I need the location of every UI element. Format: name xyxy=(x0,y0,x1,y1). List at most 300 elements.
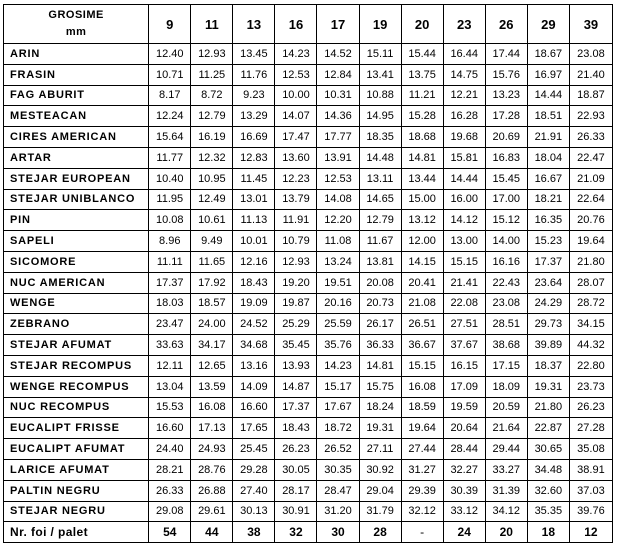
price-cell: 15.81 xyxy=(443,147,485,168)
price-cell: 26.23 xyxy=(569,397,612,418)
price-cell: 34.15 xyxy=(569,314,612,335)
price-cell: 30.92 xyxy=(359,459,401,480)
price-cell: 16.60 xyxy=(233,397,275,418)
price-cell: 15.64 xyxy=(149,127,191,148)
species-name-cell: EUCALIPT AFUMAT xyxy=(4,439,149,460)
price-cell: 25.45 xyxy=(233,439,275,460)
price-cell: 13.04 xyxy=(149,376,191,397)
price-cell: 14.07 xyxy=(275,106,317,127)
price-cell: 12.84 xyxy=(317,64,359,85)
sheets-per-pallet-cell: 20 xyxy=(485,522,527,543)
price-cell: 11.25 xyxy=(191,64,233,85)
price-cell: 29.04 xyxy=(359,480,401,501)
table-body xyxy=(4,44,613,522)
price-cell: 31.27 xyxy=(401,459,443,480)
price-cell: 25.29 xyxy=(275,314,317,335)
price-cell: 24.93 xyxy=(191,439,233,460)
price-cell: 18.24 xyxy=(359,397,401,418)
price-cell: 29.73 xyxy=(527,314,569,335)
price-cell: 27.44 xyxy=(401,439,443,460)
price-cell: 26.33 xyxy=(149,480,191,501)
price-cell: 12.93 xyxy=(275,251,317,272)
table-row xyxy=(4,376,613,397)
species-name-cell: STEJAR UNIBLANCO xyxy=(4,189,149,210)
price-cell: 12.49 xyxy=(191,189,233,210)
price-cell: 12.53 xyxy=(317,168,359,189)
price-cell: 27.51 xyxy=(443,314,485,335)
price-cell: 18.51 xyxy=(527,106,569,127)
species-name-cell: PIN xyxy=(4,210,149,231)
price-cell: 10.88 xyxy=(359,85,401,106)
price-cell: 10.31 xyxy=(317,85,359,106)
price-cell: 8.96 xyxy=(149,231,191,252)
price-cell: 8.72 xyxy=(191,85,233,106)
price-cell: 18.21 xyxy=(527,189,569,210)
price-cell: 11.11 xyxy=(149,251,191,272)
table-row xyxy=(4,418,613,439)
sheets-per-pallet-cell: 38 xyxy=(233,522,275,543)
species-name-cell: LARICE AFUMAT xyxy=(4,459,149,480)
table-row xyxy=(4,251,613,272)
price-cell: 26.23 xyxy=(275,439,317,460)
table-row xyxy=(4,106,613,127)
price-cell: 17.92 xyxy=(191,272,233,293)
price-cell: 15.28 xyxy=(401,106,443,127)
thickness-header-cell: 39 xyxy=(569,5,612,44)
price-cell: 10.01 xyxy=(233,231,275,252)
price-cell: 28.51 xyxy=(485,314,527,335)
price-cell: 22.87 xyxy=(527,418,569,439)
price-cell: 15.23 xyxy=(527,231,569,252)
price-cell: 12.21 xyxy=(443,85,485,106)
price-cell: 11.21 xyxy=(401,85,443,106)
sheets-per-pallet-cell: 28 xyxy=(359,522,401,543)
price-cell: 11.91 xyxy=(275,210,317,231)
price-cell: 17.37 xyxy=(275,397,317,418)
price-cell: 30.13 xyxy=(233,501,275,522)
price-cell: 28.17 xyxy=(275,480,317,501)
price-cell: 31.39 xyxy=(485,480,527,501)
price-cell: 16.97 xyxy=(527,64,569,85)
price-cell: 13.75 xyxy=(401,64,443,85)
price-table xyxy=(3,4,613,543)
species-name-cell: STEJAR EUROPEAN xyxy=(4,168,149,189)
price-cell: 18.37 xyxy=(527,355,569,376)
price-cell: 11.77 xyxy=(149,147,191,168)
species-name-cell: NUC AMERICAN xyxy=(4,272,149,293)
species-name-cell: SAPELI xyxy=(4,231,149,252)
price-cell: 16.69 xyxy=(233,127,275,148)
species-name-cell: STEJAR NEGRU xyxy=(4,501,149,522)
price-cell: 18.72 xyxy=(317,418,359,439)
price-cell: 14.52 xyxy=(317,44,359,65)
price-cell: 24.52 xyxy=(233,314,275,335)
price-cell: 10.08 xyxy=(149,210,191,231)
price-cell: 34.68 xyxy=(233,335,275,356)
price-cell: 17.00 xyxy=(485,189,527,210)
price-cell: 10.61 xyxy=(191,210,233,231)
price-cell: 12.83 xyxy=(233,147,275,168)
price-cell: 37.03 xyxy=(569,480,612,501)
price-cell: 12.23 xyxy=(275,168,317,189)
price-cell: 20.16 xyxy=(317,293,359,314)
price-cell: 29.44 xyxy=(485,439,527,460)
price-cell: 35.45 xyxy=(275,335,317,356)
price-cell: 21.09 xyxy=(569,168,612,189)
price-cell: 13.00 xyxy=(443,231,485,252)
species-name-cell: STEJAR RECOMPUS xyxy=(4,355,149,376)
price-cell: 23.73 xyxy=(569,376,612,397)
price-cell: 14.15 xyxy=(401,251,443,272)
table-row xyxy=(4,314,613,335)
price-cell: 12.79 xyxy=(191,106,233,127)
price-cell: 15.75 xyxy=(359,376,401,397)
price-cell: 29.08 xyxy=(149,501,191,522)
thickness-header-cell: 16 xyxy=(275,5,317,44)
price-cell: 16.44 xyxy=(443,44,485,65)
price-cell: 26.17 xyxy=(359,314,401,335)
price-cell: 24.40 xyxy=(149,439,191,460)
price-cell: 22.93 xyxy=(569,106,612,127)
price-cell: 20.64 xyxy=(443,418,485,439)
price-cell: 19.64 xyxy=(569,231,612,252)
table-row xyxy=(4,189,613,210)
price-cell: 17.37 xyxy=(149,272,191,293)
thickness-header-cell: 11 xyxy=(191,5,233,44)
price-cell: 13.93 xyxy=(275,355,317,376)
price-cell: 18.57 xyxy=(191,293,233,314)
table-footer xyxy=(4,522,613,543)
price-cell: 19.87 xyxy=(275,293,317,314)
price-cell: 15.76 xyxy=(485,64,527,85)
price-cell: 21.64 xyxy=(485,418,527,439)
price-cell: 35.76 xyxy=(317,335,359,356)
price-cell: 26.52 xyxy=(317,439,359,460)
price-cell: 11.95 xyxy=(149,189,191,210)
price-cell: 23.47 xyxy=(149,314,191,335)
price-cell: 13.12 xyxy=(401,210,443,231)
price-cell: 18.35 xyxy=(359,127,401,148)
price-cell: 21.08 xyxy=(401,293,443,314)
price-cell: 14.23 xyxy=(317,355,359,376)
price-cell: 14.44 xyxy=(527,85,569,106)
price-cell: 18.43 xyxy=(233,272,275,293)
price-cell: 20.59 xyxy=(485,397,527,418)
species-name-cell: CIRES AMERICAN xyxy=(4,127,149,148)
price-cell: 17.65 xyxy=(233,418,275,439)
price-cell: 28.07 xyxy=(569,272,612,293)
price-cell: 26.33 xyxy=(569,127,612,148)
price-cell: 14.08 xyxy=(317,189,359,210)
price-cell: 30.91 xyxy=(275,501,317,522)
price-cell: 32.12 xyxy=(401,501,443,522)
price-cell: 31.20 xyxy=(317,501,359,522)
price-cell: 17.77 xyxy=(317,127,359,148)
sheets-per-pallet-cell: 18 xyxy=(527,522,569,543)
price-cell: 14.65 xyxy=(359,189,401,210)
sheets-per-pallet-cell: - xyxy=(401,522,443,543)
price-cell: 13.01 xyxy=(233,189,275,210)
price-cell: 16.08 xyxy=(191,397,233,418)
species-name-cell: WENGE RECOMPUS xyxy=(4,376,149,397)
table-row xyxy=(4,459,613,480)
price-cell: 12.79 xyxy=(359,210,401,231)
species-name-cell: ARIN xyxy=(4,44,149,65)
price-cell: 14.81 xyxy=(359,355,401,376)
thickness-header-cell: 19 xyxy=(359,5,401,44)
price-cell: 33.27 xyxy=(485,459,527,480)
price-cell: 13.11 xyxy=(359,168,401,189)
price-cell: 35.35 xyxy=(527,501,569,522)
price-cell: 21.41 xyxy=(443,272,485,293)
price-cell: 27.11 xyxy=(359,439,401,460)
price-cell: 16.19 xyxy=(191,127,233,148)
thickness-header-cell: 17 xyxy=(317,5,359,44)
price-cell: 28.72 xyxy=(569,293,612,314)
price-cell: 38.91 xyxy=(569,459,612,480)
species-name-cell: ZEBRANO xyxy=(4,314,149,335)
price-cell: 18.43 xyxy=(275,418,317,439)
price-cell: 14.44 xyxy=(443,168,485,189)
price-cell: 11.67 xyxy=(359,231,401,252)
price-cell: 23.08 xyxy=(485,293,527,314)
price-cell: 19.31 xyxy=(359,418,401,439)
sheets-per-pallet-cell: 54 xyxy=(149,522,191,543)
price-cell: 21.40 xyxy=(569,64,612,85)
table-row xyxy=(4,168,613,189)
price-cell: 22.80 xyxy=(569,355,612,376)
price-cell: 27.28 xyxy=(569,418,612,439)
price-cell: 11.45 xyxy=(233,168,275,189)
price-cell: 10.71 xyxy=(149,64,191,85)
sheets-per-pallet-cell: 24 xyxy=(443,522,485,543)
price-cell: 14.87 xyxy=(275,376,317,397)
price-cell: 34.48 xyxy=(527,459,569,480)
species-name-cell: ARTAR xyxy=(4,147,149,168)
price-cell: 17.09 xyxy=(443,376,485,397)
price-cell: 13.24 xyxy=(317,251,359,272)
price-cell: 10.95 xyxy=(191,168,233,189)
price-cell: 11.76 xyxy=(233,64,275,85)
price-cell: 16.15 xyxy=(443,355,485,376)
price-cell: 18.87 xyxy=(569,85,612,106)
table-row xyxy=(4,44,613,65)
price-cell: 15.45 xyxy=(485,168,527,189)
price-cell: 19.64 xyxy=(401,418,443,439)
price-cell: 9.23 xyxy=(233,85,275,106)
price-cell: 32.27 xyxy=(443,459,485,480)
thickness-header-cell: 20 xyxy=(401,5,443,44)
price-cell: 18.68 xyxy=(401,127,443,148)
price-cell: 13.23 xyxy=(485,85,527,106)
table-row xyxy=(4,64,613,85)
price-cell: 39.89 xyxy=(527,335,569,356)
price-cell: 23.08 xyxy=(569,44,612,65)
price-cell: 29.28 xyxy=(233,459,275,480)
price-cell: 29.39 xyxy=(401,480,443,501)
price-cell: 22.43 xyxy=(485,272,527,293)
price-cell: 19.20 xyxy=(275,272,317,293)
price-cell: 36.67 xyxy=(401,335,443,356)
sheets-per-pallet-cell: 12 xyxy=(569,522,612,543)
price-cell: 9.49 xyxy=(191,231,233,252)
thickness-header-cell: 9 xyxy=(149,5,191,44)
table-row xyxy=(4,439,613,460)
price-cell: 19.68 xyxy=(443,127,485,148)
price-cell: 28.44 xyxy=(443,439,485,460)
price-cell: 11.65 xyxy=(191,251,233,272)
price-cell: 14.23 xyxy=(275,44,317,65)
price-cell: 38.68 xyxy=(485,335,527,356)
header-corner-cell xyxy=(4,5,149,44)
price-cell: 18.04 xyxy=(527,147,569,168)
price-cell: 21.80 xyxy=(527,397,569,418)
price-cell: 17.13 xyxy=(191,418,233,439)
price-cell: 23.64 xyxy=(527,272,569,293)
price-cell: 13.44 xyxy=(401,168,443,189)
price-cell: 44.32 xyxy=(569,335,612,356)
price-cell: 13.79 xyxy=(275,189,317,210)
price-cell: 28.47 xyxy=(317,480,359,501)
price-cell: 16.08 xyxy=(401,376,443,397)
price-cell: 16.60 xyxy=(149,418,191,439)
species-name-cell: FAG ABURIT xyxy=(4,85,149,106)
price-cell: 24.29 xyxy=(527,293,569,314)
table-header xyxy=(4,5,613,44)
price-cell: 15.11 xyxy=(359,44,401,65)
price-cell: 30.05 xyxy=(275,459,317,480)
price-cell: 13.59 xyxy=(191,376,233,397)
price-cell: 27.40 xyxy=(233,480,275,501)
species-name-cell: MESTEACAN xyxy=(4,106,149,127)
price-cell: 22.64 xyxy=(569,189,612,210)
footer-row xyxy=(4,522,613,543)
price-cell: 30.65 xyxy=(527,439,569,460)
price-cell: 18.67 xyxy=(527,44,569,65)
table-row xyxy=(4,355,613,376)
table-row xyxy=(4,127,613,148)
price-cell: 13.45 xyxy=(233,44,275,65)
price-cell: 12.24 xyxy=(149,106,191,127)
price-cell: 13.29 xyxy=(233,106,275,127)
price-cell: 10.00 xyxy=(275,85,317,106)
price-cell: 12.53 xyxy=(275,64,317,85)
price-cell: 12.11 xyxy=(149,355,191,376)
thickness-header-cell: 23 xyxy=(443,5,485,44)
price-cell: 13.60 xyxy=(275,147,317,168)
sheets-per-pallet-cell: 30 xyxy=(317,522,359,543)
price-cell: 29.61 xyxy=(191,501,233,522)
price-cell: 11.13 xyxy=(233,210,275,231)
price-cell: 15.15 xyxy=(401,355,443,376)
price-cell: 24.00 xyxy=(191,314,233,335)
price-cell: 21.80 xyxy=(569,251,612,272)
price-cell: 12.16 xyxy=(233,251,275,272)
price-cell: 20.69 xyxy=(485,127,527,148)
price-cell: 20.73 xyxy=(359,293,401,314)
price-cell: 14.48 xyxy=(359,147,401,168)
price-cell: 22.08 xyxy=(443,293,485,314)
price-cell: 17.37 xyxy=(527,251,569,272)
price-cell: 10.40 xyxy=(149,168,191,189)
price-cell: 10.79 xyxy=(275,231,317,252)
species-name-cell: PALTIN NEGRU xyxy=(4,480,149,501)
price-cell: 30.35 xyxy=(317,459,359,480)
price-cell: 20.41 xyxy=(401,272,443,293)
price-cell: 20.76 xyxy=(569,210,612,231)
price-cell: 16.00 xyxy=(443,189,485,210)
table-row xyxy=(4,293,613,314)
thickness-header-cell: 29 xyxy=(527,5,569,44)
table-row xyxy=(4,480,613,501)
price-cell: 39.76 xyxy=(569,501,612,522)
price-cell: 15.15 xyxy=(443,251,485,272)
price-cell: 18.59 xyxy=(401,397,443,418)
price-cell: 13.91 xyxy=(317,147,359,168)
species-name-cell: SICOMORE xyxy=(4,251,149,272)
header-row xyxy=(4,5,613,44)
price-cell: 16.16 xyxy=(485,251,527,272)
price-cell: 11.08 xyxy=(317,231,359,252)
price-cell: 15.44 xyxy=(401,44,443,65)
price-cell: 15.53 xyxy=(149,397,191,418)
price-cell: 13.81 xyxy=(359,251,401,272)
price-cell: 36.33 xyxy=(359,335,401,356)
price-cell: 14.00 xyxy=(485,231,527,252)
price-cell: 16.35 xyxy=(527,210,569,231)
price-cell: 22.47 xyxy=(569,147,612,168)
price-cell: 12.00 xyxy=(401,231,443,252)
price-cell: 25.59 xyxy=(317,314,359,335)
price-cell: 18.03 xyxy=(149,293,191,314)
price-cell: 14.09 xyxy=(233,376,275,397)
price-cell: 12.65 xyxy=(191,355,233,376)
price-cell: 19.09 xyxy=(233,293,275,314)
table-row xyxy=(4,147,613,168)
price-cell: 17.15 xyxy=(485,355,527,376)
price-cell: 12.40 xyxy=(149,44,191,65)
price-cell: 34.17 xyxy=(191,335,233,356)
price-cell: 15.00 xyxy=(401,189,443,210)
price-cell: 33.63 xyxy=(149,335,191,356)
table-row xyxy=(4,231,613,252)
price-cell: 37.67 xyxy=(443,335,485,356)
price-cell: 32.60 xyxy=(527,480,569,501)
price-cell: 14.12 xyxy=(443,210,485,231)
price-cell: 14.36 xyxy=(317,106,359,127)
price-cell: 13.16 xyxy=(233,355,275,376)
table-row xyxy=(4,501,613,522)
price-cell: 8.17 xyxy=(149,85,191,106)
price-cell: 33.12 xyxy=(443,501,485,522)
species-name-cell: FRASIN xyxy=(4,64,149,85)
price-cell: 30.39 xyxy=(443,480,485,501)
price-cell: 18.09 xyxy=(485,376,527,397)
table-row xyxy=(4,335,613,356)
price-cell: 17.67 xyxy=(317,397,359,418)
table-row xyxy=(4,272,613,293)
price-cell: 19.59 xyxy=(443,397,485,418)
price-cell: 16.83 xyxy=(485,147,527,168)
price-cell: 35.08 xyxy=(569,439,612,460)
price-cell: 13.41 xyxy=(359,64,401,85)
price-cell: 15.12 xyxy=(485,210,527,231)
price-cell: 12.20 xyxy=(317,210,359,231)
price-cell: 26.88 xyxy=(191,480,233,501)
price-cell: 19.31 xyxy=(527,376,569,397)
price-cell: 21.91 xyxy=(527,127,569,148)
price-cell: 20.08 xyxy=(359,272,401,293)
